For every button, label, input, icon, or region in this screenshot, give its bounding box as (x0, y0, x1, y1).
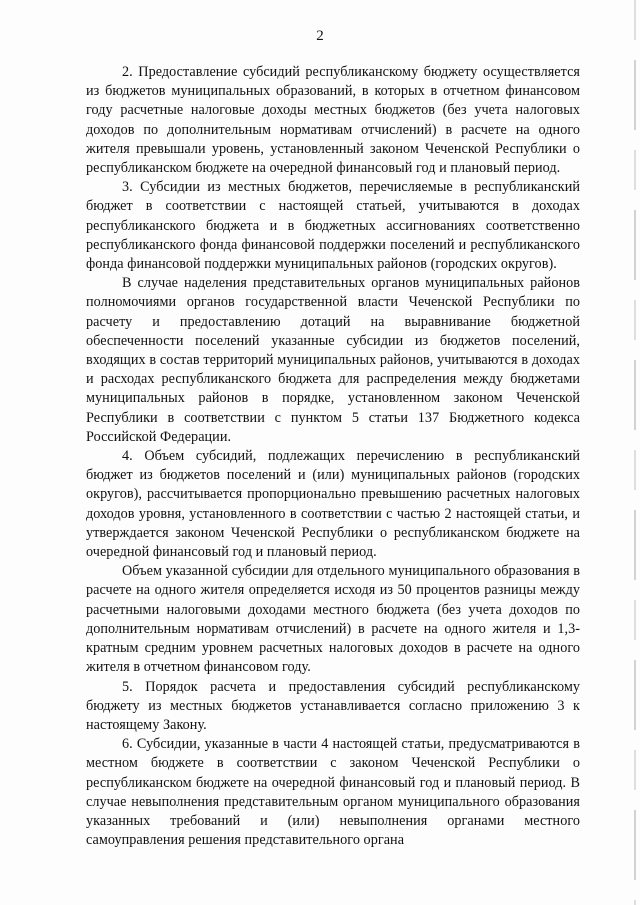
paragraph-part-5: 5. Порядок расчета и предоставления субсидий республиканскому бюджету из местных бюджетов устанавливается согласно приложению 3 к настоящему Закону. (86, 678, 580, 733)
document-body (86, 63, 580, 850)
page-number: 2 (316, 28, 324, 44)
scan-edge-artifact (634, 0, 636, 905)
paragraph-part-2: 2. Предоставление субсидий республиканскому бюджету осуществляется из бюджетов муниципальных образований, в которых в отчетном финансовом году расчетные налоговые доходы местных бюджетов (без учета налоговых доходов по дополнительным нормативам отчислений) в расчете на одного жителя превышали уровень, установленный законом Чеченской Республики о республиканском бюджете на очередной финансовый год и плановый период. (86, 64, 580, 177)
paragraph-part-3-continuation: В случае наделения представительных органов муниципальных районов полномочиями органов государственной власти Чеченской Республики по расчету и предоставлению дотаций на выравнивание бюджетной обеспеченности поселений указанные субсидии из бюджетов поселений, входящих в состав территорий муниципальных районов, учитываются в доходах и расходах республиканского бюджета для распределения между бюджетами муниципальных районов в порядке, установленном законом Чеченской Республики в соответствии с пунктом 5 статьи 137 Бюджетного кодекса Российской Федерации. (86, 275, 580, 445)
paragraph-part-6: 6. Субсидии, указанные в части 4 настоящей статьи, предусматриваются в местном бюджете в соответствии с законом Чеченской Республики о республиканском бюджете на очередной финансовый год и плановый период. В случае невыполнения представительным органом муниципального образования указанных требований и (или) невыполнения органами местного самоуправления решения представительного органа (86, 736, 580, 849)
paragraph-part-4-continuation: Объем указанной субсидии для отдельного муниципального образования в расчете на одного жителя определяется исходя из 50 процентов разницы между расчетными налоговыми доходами местного бюджета (без учета доходов по дополнительным нормативам отчислений) в расчете на одного жителя и 1,3-кратным средним уровнем расчетных налоговых доходов в расчете на одного жителя в отчетном финансовом году. (86, 563, 580, 676)
paragraph-part-3: 3. Субсидии из местных бюджетов, перечисляемые в республиканский бюджет в соответствии с настоящей статьей, учитываются в доходах республиканского бюджета и в бюджетных ассигнованиях соответственно республиканского фонда финансовой поддержки поселений и республиканского фонда финансовой поддержки муниципальных районов (городских округов). (86, 179, 580, 273)
paragraph-part-4: 4. Объем субсидий, подлежащих перечислению в республиканский бюджет из бюджетов поселений и (или) муниципальных районов (городских округов), рассчитывается пропорционально превышению расчетных налоговых доходов уровня, установленного в соответствии с частью 2 настоящей статьи, и утверждается законом Чеченской Республики о республиканском бюджете на очередной финансовый год и плановый период. (86, 448, 580, 561)
